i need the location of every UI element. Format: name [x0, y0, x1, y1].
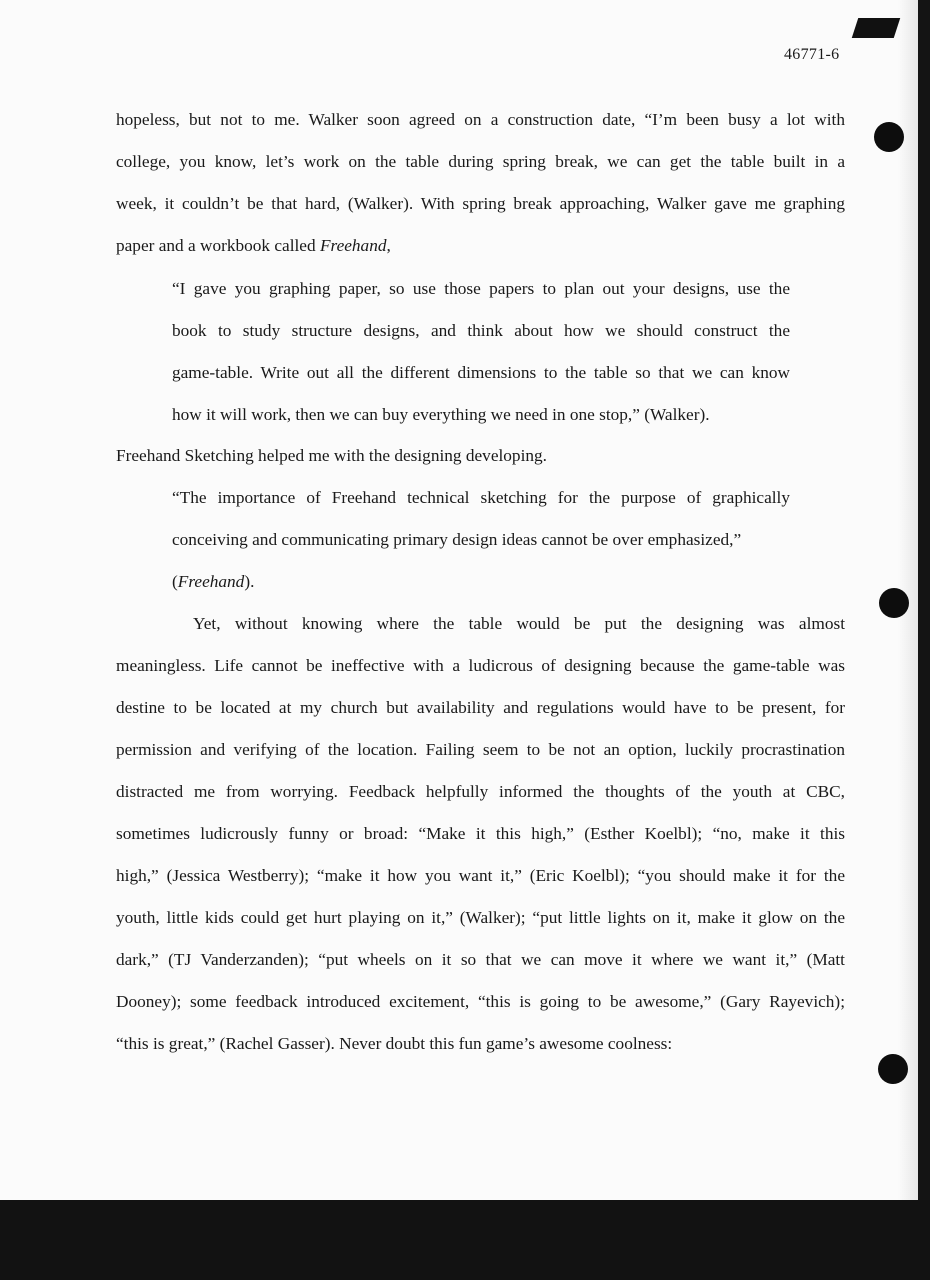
quote-line: game-table. Write out all the different dimensions to the table so that we can know: [172, 363, 790, 382]
punch-hole-icon: [878, 1054, 908, 1084]
quote-line: “The importance of Freehand technical sketching for the purpose of graphically: [172, 488, 790, 507]
punch-hole-icon: [879, 588, 909, 618]
body-line: Yet, without knowing where the table would be put the designing was almost: [193, 614, 845, 633]
body-line: college, you know, let’s work on the table during spring break, we can get the table built in a: [116, 152, 845, 171]
body-line: hopeless, but not to me. Walker soon agreed on a construction date, “I’m been busy a lot with: [116, 110, 845, 129]
page-number: 46771-6: [784, 46, 840, 63]
quote-line: how it will work, then we can buy everything we need in one stop,” (Walker).: [172, 405, 710, 424]
body-line: high,” (Jessica Westberry); “make it how you want it,” (Eric Koelbl); “you should make it for the: [116, 866, 845, 885]
text-run: ,: [386, 236, 391, 255]
body-line: youth, little kids could get hurt playing on it,” (Walker); “put little lights on it, make it glow on the: [116, 908, 845, 927]
body-line: meaningless. Life cannot be ineffective with a ludicrous of designing because the game-table was: [116, 656, 845, 675]
book-title: Freehand: [177, 572, 245, 591]
quote-line: conceiving and communicating primary design ideas cannot be over emphasized,”: [172, 530, 742, 549]
body-line: destine to be located at my church but availability and regulations would have to be present, for: [116, 698, 845, 717]
text-run: ).: [244, 572, 255, 591]
body-line: week, it couldn’t be that hard, (Walker). With spring break approaching, Walker gave me graphing: [116, 194, 845, 213]
body-line: [116, 234, 845, 258]
text-run: (: [172, 572, 178, 591]
body-line: permission and verifying of the location. Failing seem to be not an option, luckily procrastination: [116, 740, 845, 759]
binder-clip-mark: [852, 18, 900, 38]
body-line: “this is great,” (Rachel Gasser). Never doubt this fun game’s awesome coolness:: [116, 1034, 673, 1053]
quote-line: [172, 570, 790, 594]
punch-hole-icon: [874, 122, 904, 152]
body-line: Dooney); some feedback introduced excitement, “this is going to be awesome,” (Gary Rayevich);: [116, 992, 845, 1011]
quote-line: book to study structure designs, and think about how we should construct the: [172, 321, 790, 340]
text-run: paper and a workbook called: [116, 236, 320, 255]
body-line: Freehand Sketching helped me with the designing developing.: [116, 446, 547, 465]
scanner-background: [0, 1200, 930, 1280]
book-title: Freehand: [319, 236, 387, 255]
body-line: dark,” (TJ Vanderzanden); “put wheels on it so that we can move it where we want it,” (Matt: [116, 950, 845, 969]
body-line: distracted me from worrying. Feedback helpfully informed the thoughts of the youth at CBC,: [116, 782, 845, 801]
body-line: sometimes ludicrously funny or broad: “Make it this high,” (Esther Koelbl); “no, make it this: [116, 824, 845, 843]
quote-line: “I gave you graphing paper, so use those papers to plan out your designs, use the: [172, 279, 790, 298]
